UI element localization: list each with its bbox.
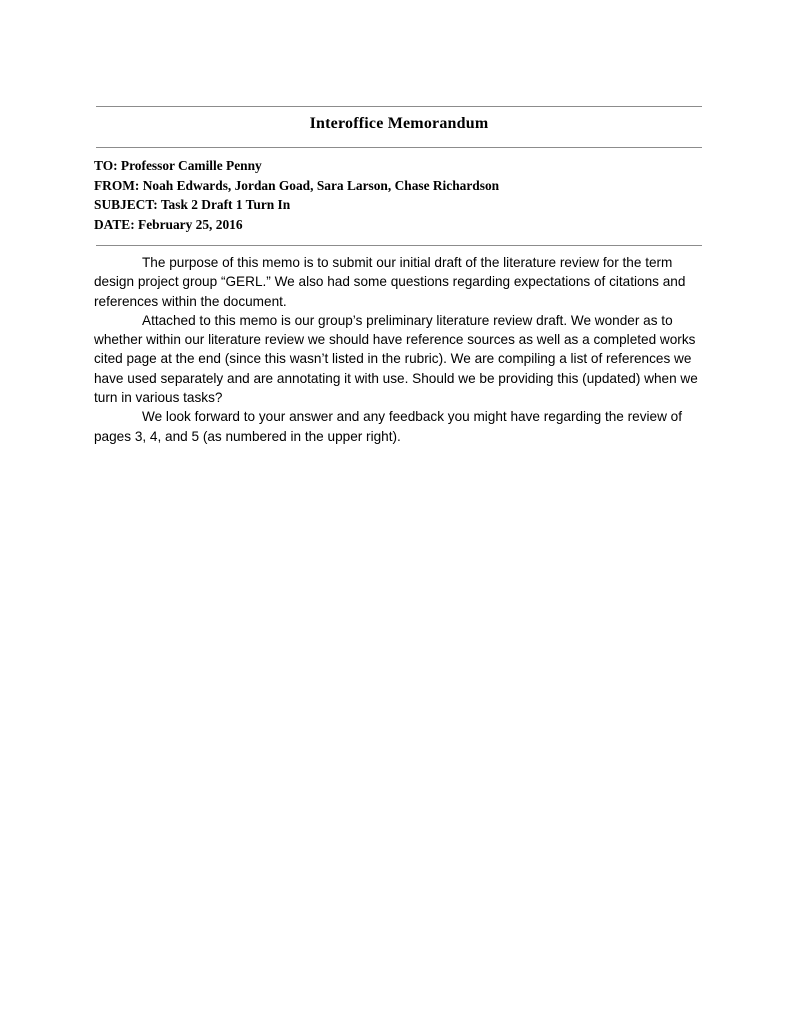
to-line: TO: Professor Camille Penny	[94, 158, 262, 173]
date-line: DATE: February 25, 2016	[94, 216, 243, 232]
from-line: FROM: Noah Edwards, Jordan Goad, Sara Larson, Chase Richardson	[94, 177, 500, 193]
header-divider	[96, 245, 702, 246]
subject-line: SUBJECT: Task 2 Draft 1 Turn In	[94, 197, 291, 212]
body-paragraph: Attached to this memo is our group’s preliminary literature review draft. We wonder as to whether within our literature review we should have reference sources as well as a completed works cited page at the end (since this wasn’t listed in the rubric). We are compiling a list of references we have used separately and are annotating it with use. Should we be providing this (updated) when we turn in various tasks?	[94, 312, 698, 406]
title-divider	[96, 147, 702, 148]
top-divider	[96, 106, 702, 107]
memo-header-fields	[94, 156, 704, 234]
memo-title: Interoffice Memorandum	[309, 115, 489, 132]
body-paragraph: The purpose of this memo is to submit our initial draft of the literature review for the term design project group “GERL.” We also had some questions regarding expectations of citations and references within the document.	[94, 255, 686, 309]
body-paragraph: We look forward to your answer and any feedback you might have regarding the review of pages 3, 4, and 5 (as numbered in the upper right).	[94, 409, 683, 444]
memo-body	[94, 253, 706, 446]
